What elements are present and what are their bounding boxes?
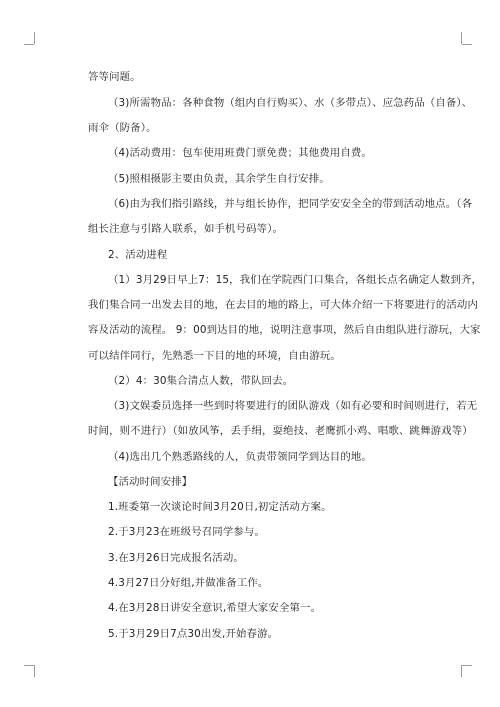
schedule-item: 1.班委第一次谈论时间3月20日,初定活动方案。 xyxy=(108,501,332,513)
schedule-item: 5.于3月29日7点30出发,开始春游。 xyxy=(108,628,279,640)
text-line: （2）4：30集合清点人数，带队回去。 xyxy=(108,375,294,387)
schedule-item: 4.在3月28日讲安全意识,希望大家安全第一。 xyxy=(108,602,322,614)
schedule-item: 4.3月27日分好组,并做准备工作。 xyxy=(108,577,269,589)
text-line: 时间，则不进行）（如放风筝，丢手绢，耍绝技、老鹰抓小鸡、唱歌、跳舞游戏等） xyxy=(88,425,473,437)
text-line: 我们集合同一出发去目的地，在去目的地的路上，可大体介绍一下将要进行的活动内 xyxy=(88,299,478,311)
text-line: 组长注意与引路人联系，如手机号码等）。 xyxy=(88,223,284,235)
text-line: （3)文娱委员选择一些到时将要进行的团队游戏（如有必要和时间则进行，若无 xyxy=(108,400,478,412)
section-heading: 【活动时间安排】 xyxy=(108,476,193,488)
text-line: （5)照相摄影主要由负责，其余学生自行安排。 xyxy=(108,173,330,185)
schedule-item: 3.在3月26日完成报名活动。 xyxy=(108,552,244,564)
text-line: （1）3月29日早上7：15，我们在学院西门口集合，各组长点名确定人数到齐， xyxy=(108,274,483,286)
text-line: 雨伞（防备）。 xyxy=(88,122,157,134)
text-line: 可以结伴同行，先熟悉一下目的地的环境，自由游玩。 xyxy=(88,350,341,362)
text-line: （3)所需物品：各种食物（组内自行购买）、水（多带点）、应急药品（自备）、 xyxy=(108,97,473,109)
text-line: （4)选出几个熟悉路线的人，负责带领同学到达目的地。 xyxy=(108,451,372,463)
text-line: （6)由为我们指引路线，并与组长协作，把同学安安全全的带到活动地点。（各 xyxy=(108,198,473,210)
section-heading: 2、活动进程 xyxy=(108,249,168,261)
schedule-item: 2.于3月23在班级号召同学参与。 xyxy=(108,526,265,538)
text-line: 容及活动的流程。 9：00到达目的地，说明注意事项，然后自由组队进行游玩，大家 xyxy=(88,324,481,336)
text-line: 答等问题。 xyxy=(88,71,141,83)
text-line: （4)活动费用：包车使用班费门票免费；其他费用自费。 xyxy=(108,147,372,159)
